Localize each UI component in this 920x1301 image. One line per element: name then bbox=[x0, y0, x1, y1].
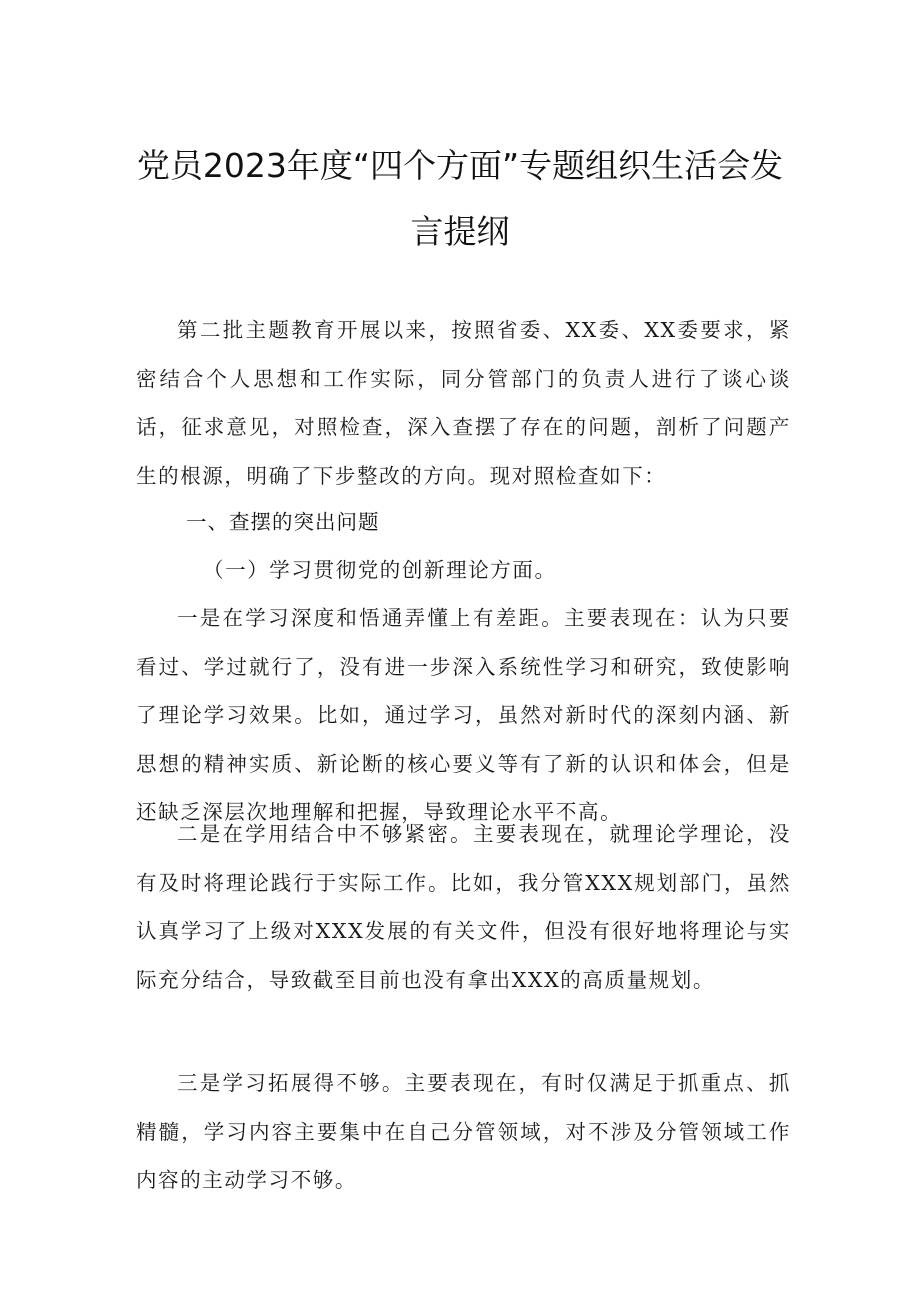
document-title-line-1: 党员2023年度“四个方面”专题组织生活会发 bbox=[136, 146, 784, 185]
intro-paragraph: 第二批主题教育开展以来，按照省委、XX委、XX委要求，紧密结合个人思想和工作实际，同分管部门的负责人进行了谈心谈话，征求意见，对照检查，深入查摆了存在的问题，剖析了问题产生的根源，明确了下步整改的方向。现对照检查如下： bbox=[136, 318, 791, 488]
point-paragraph-1: 一是在学习深度和悟通弄懂上有差距。主要表现在：认为只要看过、学过就行了，没有进一步深入系统性学习和研究，致使影响了理论学习效果。比如，通过学习，虽然对新时代的深刻内涵、新思想的精神实质、新论断的核心要义等有了新的认识和体会，但是还缺乏深层次地理解和把握，导致理论水平不高。 bbox=[136, 606, 791, 824]
point-paragraph-3: 三是学习拓展得不够。主要表现在，有时仅满足于抓重点、抓精髓，学习内容主要集中在自己分管领域，对不涉及分管领域工作内容的主动学习不够。 bbox=[136, 1071, 791, 1192]
point-paragraph-2: 二是在学用结合中不够紧密。主要表现在，就理论学理论，没有及时将理论践行于实际工作。比如，我分管XXX规划部门，虽然认真学习了上级对XXX发展的有关文件，但没有很好地将理论与实际充分结合，导致截至目前也没有拿出XXX的高质量规划。 bbox=[136, 822, 791, 992]
section-heading-1: 一、查摆的突出问题 bbox=[186, 510, 380, 534]
subsection-heading-1: （一）学习贯彻党的创新理论方面。 bbox=[203, 558, 557, 582]
document-title-line-2: 言提纲 bbox=[410, 212, 510, 251]
